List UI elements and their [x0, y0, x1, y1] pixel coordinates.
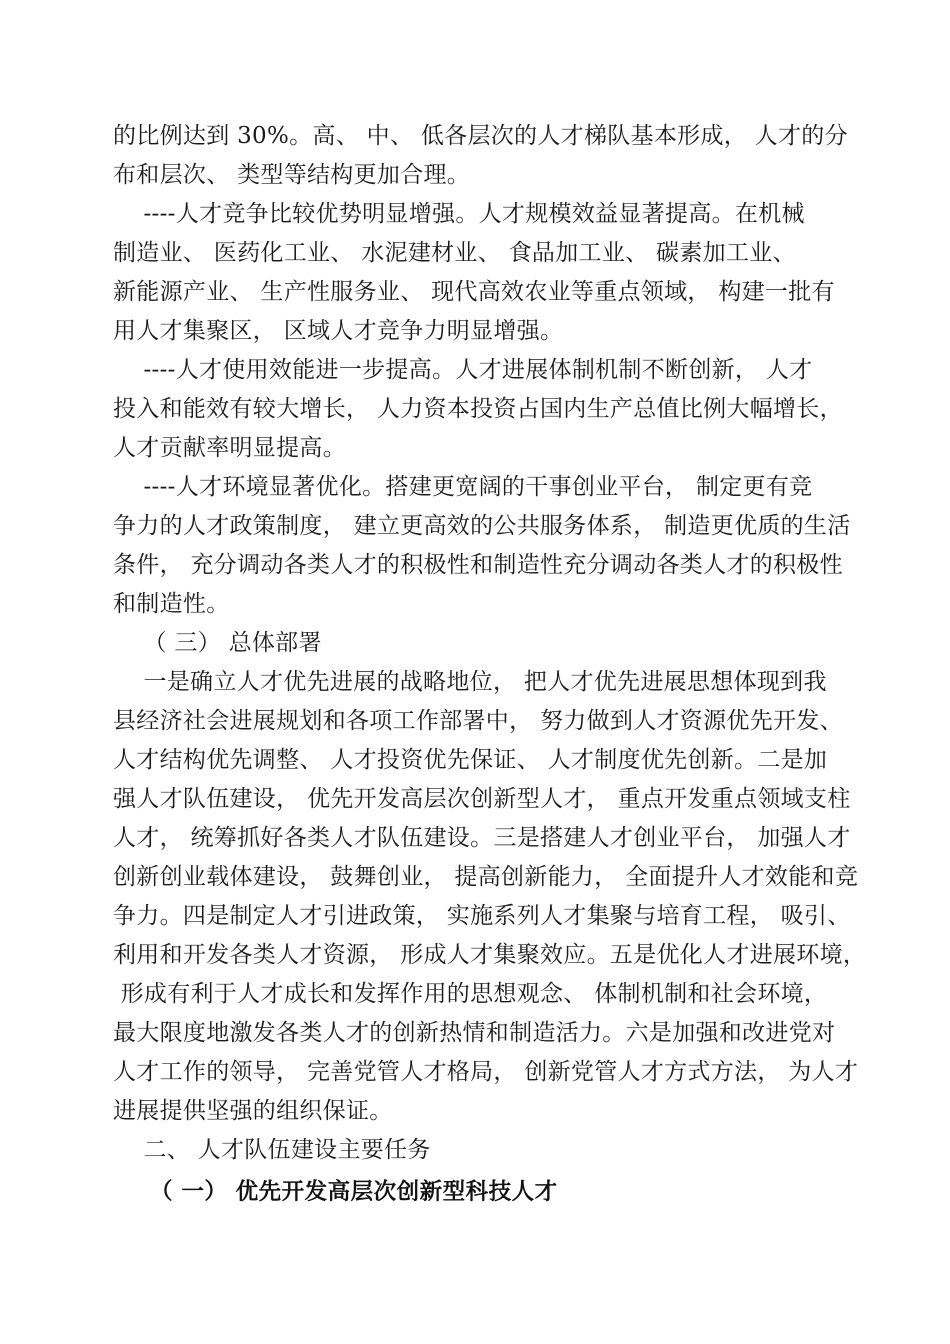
text-line: 人才结构优先调整、 人才投资优先保证、 人才制度优先创新。二是加	[113, 747, 828, 773]
text-line: 投入和能效有较大增长， 人力资本投资占国内生产总值比例大幅增长，	[113, 396, 843, 422]
text-line: 布和层次、 类型等结构更加合理。	[113, 162, 471, 188]
text-line: 利用和开发各类人才资源， 形成人才集聚效应。五是优化人才进展环境，	[113, 942, 867, 968]
text-line: 新能源产业、 生产性服务业、 现代高效农业等重点领域， 构建一批有	[113, 279, 835, 305]
section-heading: （ 三） 总体部署	[113, 630, 322, 656]
text-line: 用人才集聚区， 区域人才竞争力明显增强。	[113, 318, 564, 344]
text-line: 创新创业载体建设， 鼓舞创业， 提高创新能力， 全面提升人才效能和竞	[113, 864, 859, 890]
text-line: 最大限度地激发各类人才的创新热情和制造活力。六是加强和改进党对	[113, 1020, 836, 1046]
text-line: 的比例达到 30%。高、 中、 低各层次的人才梯队基本形成， 人才的分	[113, 123, 848, 149]
text-line: 人才贡献率明显提高。	[113, 435, 346, 461]
text-line: 争力。四是制定人才引进政策， 实施系列人才集聚与培育工程， 吸引、	[113, 903, 851, 929]
text-line: 争力的人才政策制度， 建立更高效的公共服务体系， 制造更优质的生活	[113, 513, 851, 539]
text-line: 人才工作的领导， 完善党管人才格局， 创新党管人才方式方法， 为人才	[113, 1059, 859, 1085]
text-line: 条件， 充分调动各类人才的积极性和制造性充分调动各类人才的积极性	[113, 552, 843, 578]
text-line: ----人才使用效能进一步提高。人才进展体制机制不断创新， 人才	[113, 357, 813, 383]
text-line: 人才， 统筹抓好各类人才队伍建设。三是搭建人才创业平台， 加强人才	[113, 825, 851, 851]
text-line: 县经济社会进展规划和各项工作部署中， 努力做到人才资源优先开发、	[113, 708, 843, 734]
text-line: 进展提供坚强的组织保证。	[113, 1098, 393, 1124]
text-line: 强人才队伍建设， 优先开发高层次创新型人才， 重点开发重点领域支柱	[113, 786, 851, 812]
text-line: 制造业、 医药化工业、 水泥建材业、 食品加工业、 碳素加工业、	[113, 240, 796, 266]
text-line: 一是确立人才优先进展的战略地位， 把人才优先进展思想体现到我	[113, 669, 827, 695]
text-line: 形成有利于人才成长和发挥作用的思想观念、 体制机制和社会环境，	[113, 981, 828, 1007]
chapter-heading: 二、 人才队伍建设主要任务	[113, 1137, 431, 1163]
subsection-heading: （ 一） 优先开发高层次创新型科技人才	[150, 1179, 558, 1205]
text-line: ----人才环境显著优化。搭建更宽阔的干事创业平台， 制定更有竞	[113, 474, 813, 500]
text-line: 和制造性。	[113, 591, 230, 617]
text-line: ----人才竞争比较优势明显增强。人才规模效益显著提高。在机械	[113, 201, 805, 227]
